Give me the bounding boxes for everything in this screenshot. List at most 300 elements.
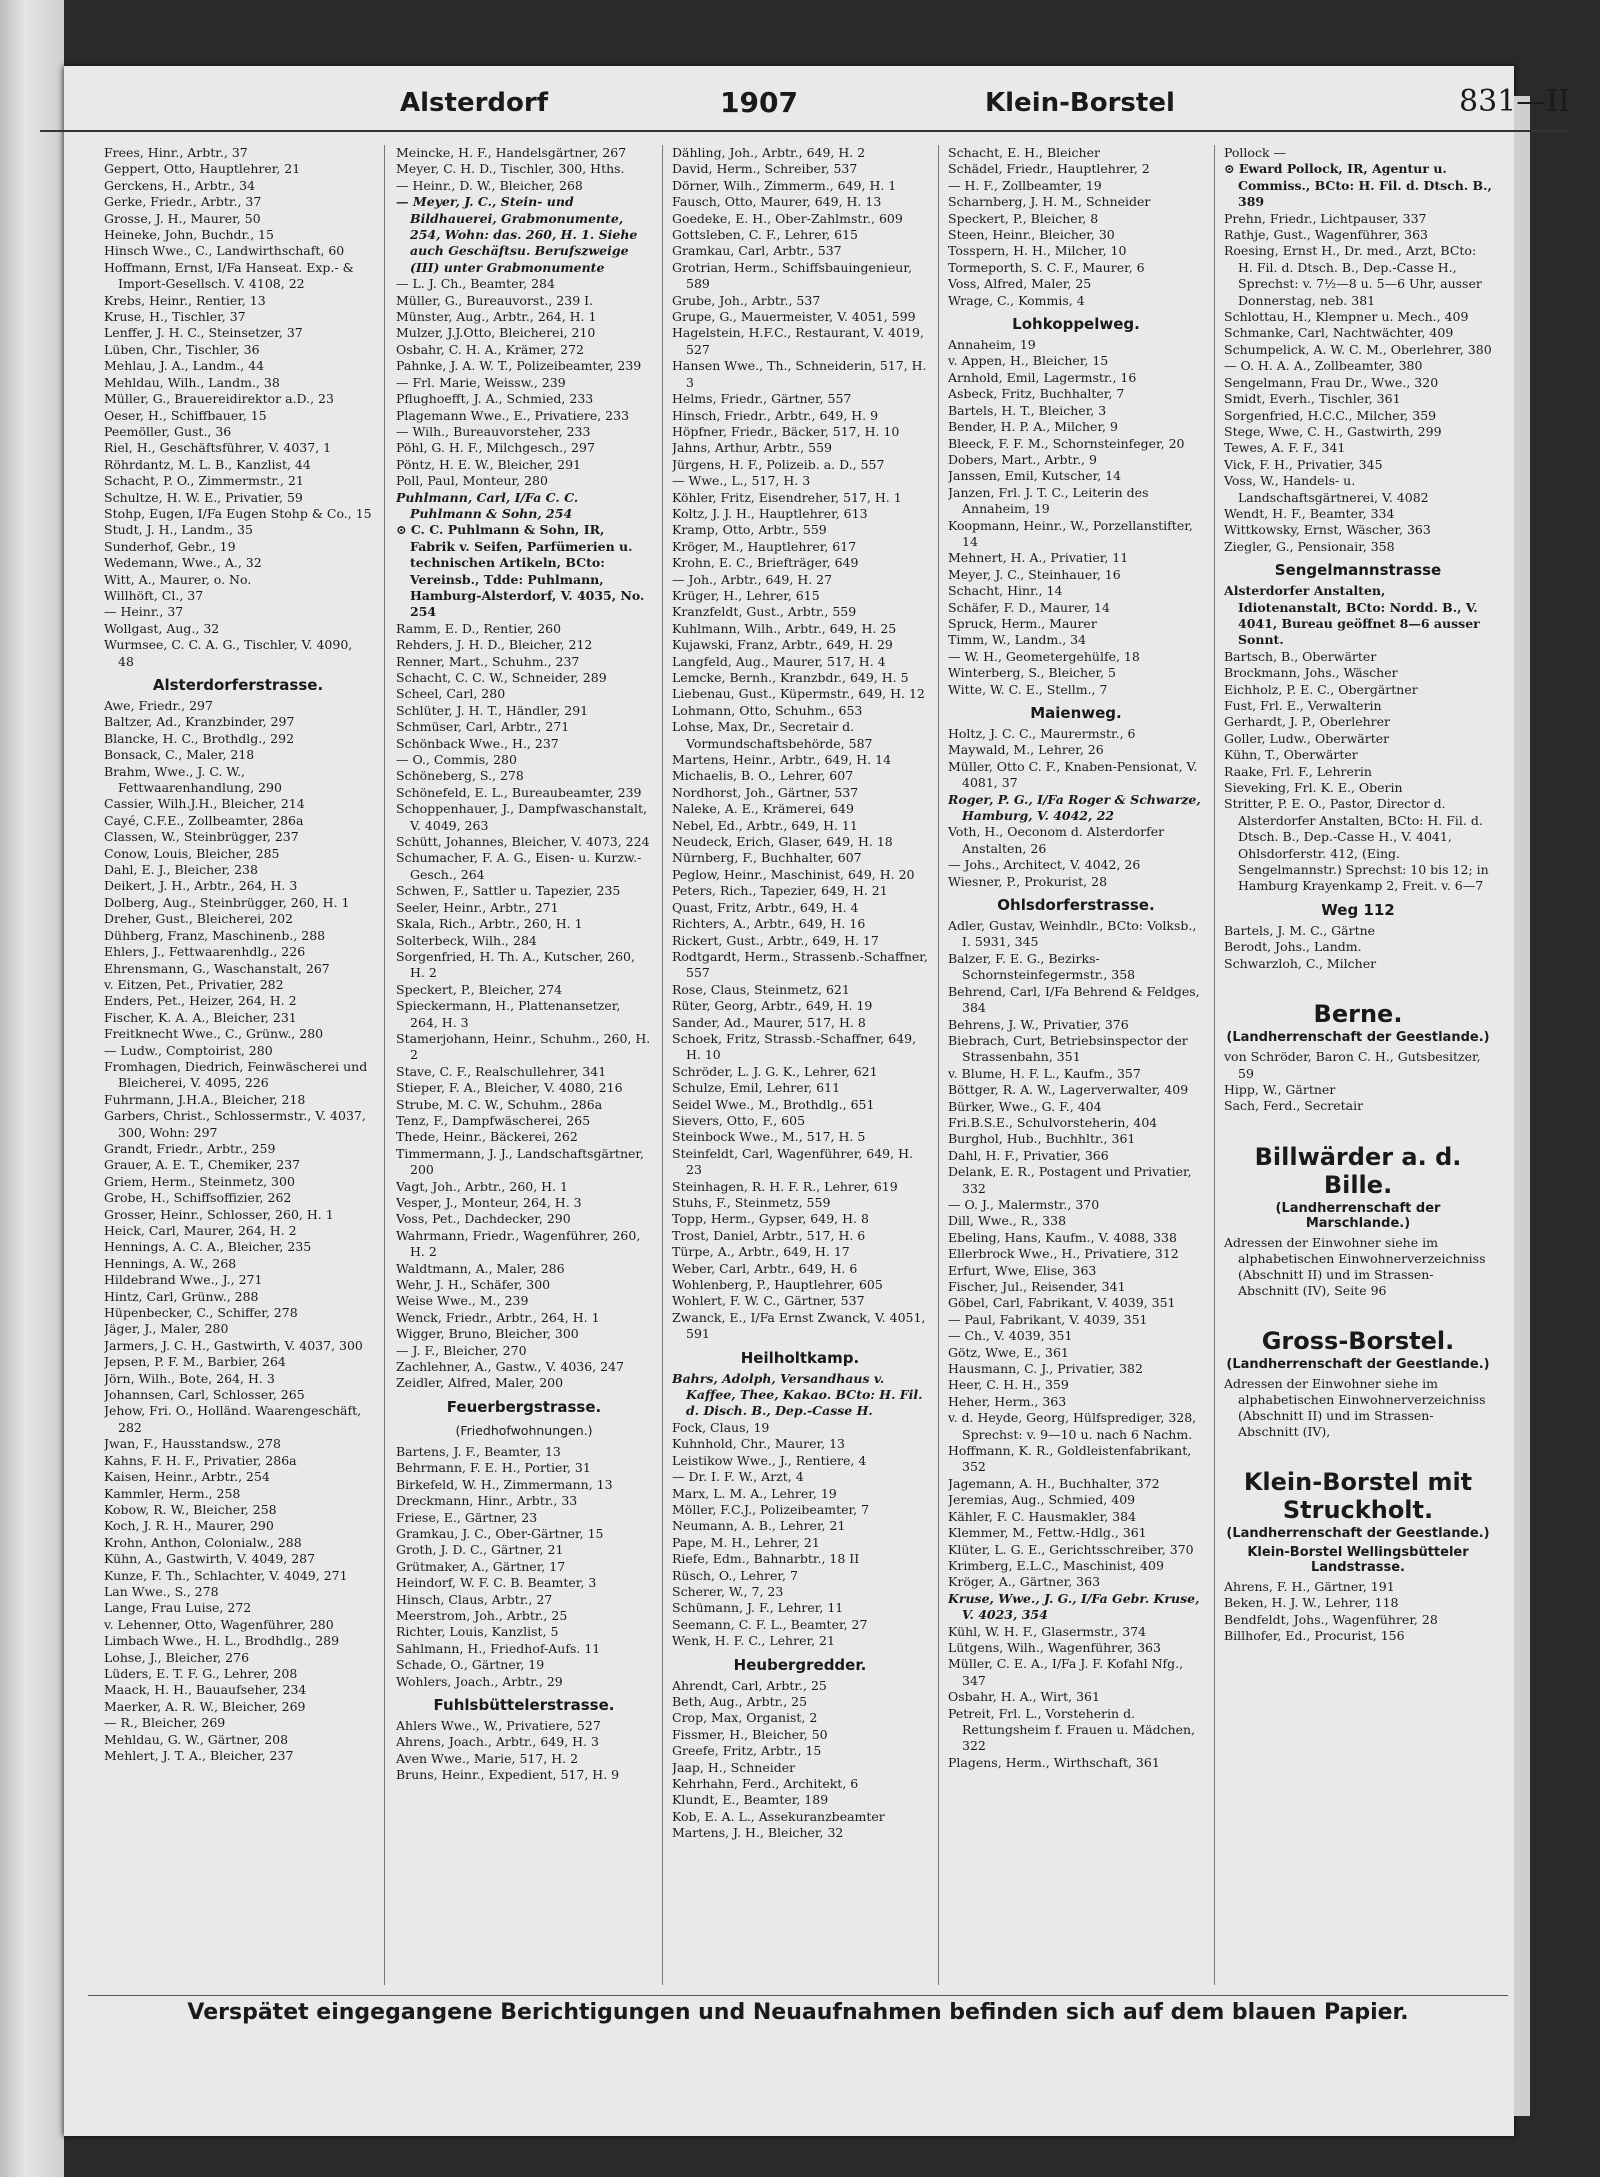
locality-note: Adressen der Einwohner siehe im alphabetischen Einwohnerverzeichniss (Abschnitt II) und im Strassen-Abschnitt (IV), [1224,1375,1486,1439]
directory-entry: Fock, Claus, 19 [672,1419,770,1435]
directory-entry: Hildebrand Wwe., J., 271 [104,1272,263,1288]
directory-entry: Steinbock Wwe., M., 517, H. 5 [672,1129,866,1145]
directory-entry: Kühl, W. H. F., Glasermstr., 374 [948,1623,1147,1639]
directory-entry: Johannsen, Carl, Schlosser, 265 [104,1387,305,1403]
directory-entry: Jwan, F., Hausstandsw., 278 [104,1436,281,1452]
directory-entry: Göbel, Carl, Fabrikant, V. 4039, 351 [948,1295,1176,1311]
directory-entry: Quast, Fritz, Arbtr., 649, H. 4 [672,899,859,915]
directory-entry: Krüger, H., Lehrer, 615 [672,587,820,603]
directory-entry: Balzer, F. E. G., Bezirks-Schornsteinfegermstr., 358 [948,950,1136,983]
directory-entry: Osbahr, H. A., Wirt, 361 [948,1689,1100,1705]
directory-entry: Voth, H., Oeconom d. Alsterdorfer Anstalten, 26 [948,824,1165,856]
directory-entry: Griem, Herm., Steinmetz, 300 [104,1173,295,1189]
directory-entry: Speckert, P., Bleicher, 8 [948,210,1099,226]
directory-entry: — Heinr., D. W., Bleicher, 268 [396,177,583,193]
directory-entry: Mehlert, J. T. A., Bleicher, 237 [104,1748,294,1763]
directory-entry: Pape, M. H., Lehrer, 21 [672,1534,820,1550]
directory-entry: Jahns, Arthur, Arbtr., 559 [672,440,833,456]
directory-entry: Marx, L. M. A., Lehrer, 19 [672,1485,837,1501]
directory-entry: Riel, H., Geschäftsführer, V. 4037, 1 [104,440,332,456]
directory-entry: Lan Wwe., S., 278 [104,1583,219,1599]
directory-entry: — Paul, Fabrikant, V. 4039, 351 [948,1311,1148,1327]
directory-entry: Krimberg, E.L.C., Maschinist, 409 [948,1557,1164,1573]
directory-entry: Hoffmann, Ernst, I/Fa Hanseat. Exp.- & Import-Gesellsch. V. 4108, 22 [104,259,354,292]
directory-entry: Lüders, E. T. F. G., Lehrer, 208 [104,1665,298,1681]
directory-entry: Richter, Louis, Kanzlist, 5 [396,1624,559,1640]
directory-entry: Schlüter, J. H. T., Händler, 291 [396,702,589,718]
directory-entry: — Dr. I. F. W., Arzt, 4 [672,1469,804,1485]
directory-entry: Ziegler, G., Pensionair, 358 [1224,538,1395,554]
page-number: 831—II [1459,84,1570,119]
directory-entry: Grotrian, Herm., Schiffsbauingenieur, 589 [672,259,912,292]
directory-entry: Strube, M. C. W., Schuhm., 286a [396,1096,603,1112]
directory-entry: Zachlehner, A., Gastw., V. 4036, 247 [396,1359,624,1375]
directory-entry: — Heinr., 37 [104,604,184,620]
directory-entry: Ehlers, J., Fettwaarenhdlg., 226 [104,944,306,960]
directory-entry: Schoppenhauer, J., Dampfwaschanstalt, V. 4049, 263 [396,801,648,833]
street-heading: Heilholtkamp. [740,1348,860,1367]
directory-entry: — Joh., Arbtr., 649, H. 27 [672,571,833,587]
directory-entry: Rüsch, O., Lehrer, 7 [672,1567,798,1583]
directory-entry: — O. J., Malermstr., 370 [948,1196,1100,1212]
directory-entry: Krebs, Heinr., Rentier, 13 [104,292,266,308]
directory-entry: Wehr, J. H., Schäfer, 300 [396,1277,551,1293]
directory-entry: Grupe, G., Mauermeister, V. 4051, 599 [672,309,916,325]
directory-entry: Schäfer, F. D., Maurer, 14 [948,599,1110,615]
directory-entry: Bartsch, B., Oberwärter [1224,648,1377,664]
locality-title: Billwärder a. d. Bille. [1254,1142,1462,1199]
directory-entry: Vick, F. H., Privatier, 345 [1224,456,1383,472]
directory-entry: Hagelstein, H.F.C., Restaurant, V. 4019, 527 [672,325,924,357]
street-heading: Heubergredder. [733,1655,867,1674]
directory-entry: Weber, Carl, Arbtr., 649, H. 6 [672,1260,858,1276]
directory-entry: Kammler, Herm., 258 [104,1485,241,1501]
directory-entry: Nordhorst, Joh., Gärtner, 537 [672,784,859,800]
directory-entry: Rickert, Gust., Arbtr., 649, H. 17 [672,932,879,948]
directory-entry: Beken, H. J. W., Lehrer, 118 [1224,1595,1399,1611]
directory-entry: Michaelis, B. O., Lehrer, 607 [672,768,854,784]
directory-entry: Klüter, L. G. E., Gerichtsschreiber, 370 [948,1541,1194,1557]
directory-entry: Pollock — [1224,145,1286,160]
directory-entry: Köhler, Fritz, Eisendreher, 517, H. 1 [672,489,902,505]
directory-entry: Renner, Mart., Schuhm., 237 [396,653,580,669]
directory-entry: — Wilh., Bureauvorsteher, 233 [396,423,591,439]
directory-entry: Stamerjohann, Heinr., Schuhm., 260, H. 2 [396,1030,651,1063]
directory-entry: Kobow, R. W., Bleicher, 258 [104,1501,277,1517]
directory-entry: Dobers, Mart., Arbtr., 9 [948,451,1097,467]
directory-entry: Jörn, Wilh., Bote, 264, H. 3 [104,1370,275,1386]
directory-entry: Pflughoefft, J. A., Schmied, 233 [396,391,594,407]
directory-entry: Müller, Otto C. F., Knaben-Pensionat, V. 4081, 37 [948,758,1198,791]
directory-entry: Burghol, Hub., Buchhltr., 361 [948,1131,1136,1147]
directory-entry: Bendfeldt, Johs., Wagenführer, 28 [1224,1611,1438,1627]
directory-entry: Smidt, Everh., Tischler, 361 [1224,391,1401,407]
directory-entry: Schultze, H. W. E., Privatier, 59 [104,489,303,505]
directory-entry: Gerhardt, J. P., Oberlehrer [1224,714,1391,730]
directory-entry: Garbers, Christ., Schlossermstr., V. 4037, 300, Wohn: 297 [104,1108,366,1140]
directory-entry: Münster, Aug., Arbtr., 264, H. 1 [396,309,597,325]
directory-entry: Sievers, Otto, F., 605 [672,1112,806,1128]
directory-entry: — O., Commis, 280 [396,752,517,768]
directory-entry: Skala, Rich., Arbtr., 260, H. 1 [396,916,583,932]
directory-entry: Wurmsee, C. C. A. G., Tischler, V. 4090, 48 [104,637,353,669]
directory-entry: Kahns, F. H. F., Privatier, 286a [104,1452,297,1468]
scan-left-margin [0,0,64,2177]
street-heading: Feuerbergstrasse. [446,1397,602,1416]
directory-entry: Limbach Wwe., H. L., Brodhdlg., 289 [104,1633,340,1649]
directory-entry: Sunderhof, Gebr., 19 [104,538,236,554]
directory-entry: Mehlau, J. A., Landm., 44 [104,358,265,374]
directory-entry: Klemmer, M., Fettw.-Hdlg., 361 [948,1525,1147,1541]
directory-entry: Schwarzloh, C., Milcher [1224,955,1377,971]
directory-entry: Annaheim, 19 [948,337,1036,353]
directory-entry: Gerke, Friedr., Arbtr., 37 [104,194,262,210]
directory-entry: Janssen, Emil, Kutscher, 14 [948,468,1122,484]
directory-entry: Prehn, Friedr., Lichtpauser, 337 [1224,210,1427,226]
locality-subtitle: (Landherrenschaft der Geestlande.) [1226,1525,1490,1541]
directory-entry: Frees, Hinr., Arbtr., 37 [104,145,248,160]
directory-entry: Lütgens, Wilh., Wagenführer, 363 [948,1639,1161,1655]
street-subheading: (Friedhofwohnungen.) [455,1422,593,1438]
directory-entry: Hinsch, Claus, Arbtr., 27 [396,1591,553,1607]
directory-entry: Grandt, Friedr., Arbtr., 259 [104,1140,276,1156]
directory-entry: Friese, E., Gärtner, 23 [396,1509,538,1525]
directory-entry: Ahlers Wwe., W., Privatiere, 527 [396,1717,601,1733]
directory-entry: Stave, C. F., Realschullehrer, 341 [396,1063,607,1079]
directory-entry: Scherer, W., 7, 23 [672,1583,784,1599]
directory-entry: — W. H., Geometergehülfe, 18 [948,648,1140,664]
directory-entry: Greefe, Fritz, Arbtr., 15 [672,1743,822,1759]
directory-entry: Wendt, H. F., Beamter, 334 [1224,505,1395,521]
column-5 [1224,145,1492,1985]
directory-entry: Hüpenbecker, C., Schiffer, 278 [104,1305,298,1321]
directory-entry: Stritter, P. E. O., Pastor, Director d. Alsterdorfer Anstalten, BCto: H. Fil. d. Dtsch. B., Dep.-Casse H., V. 4041, Ohlsdorferstr. 412, (Eing. Sengelmannstr.) Sprechst: 10 bis 12; in Hamburg Krayenkamp 2, Freit. v. 6—7 [1224,796,1489,894]
footer-notice: Verspätet eingegangene Berichtigungen und Neuaufnahmen befinden sich auf dem blauen Papier. [88,1995,1508,2032]
directory-entry: Heer, C. H. H., 359 [948,1377,1069,1393]
directory-entry: Ahrendt, Carl, Arbtr., 25 [672,1677,827,1693]
directory-entry: Plagens, Herm., Wirthschaft, 361 [948,1754,1160,1770]
directory-entry: Hoffmann, K. R., Goldleistenfabrikant, 352 [948,1443,1192,1475]
directory-entry: Tewes, A. F. F., 341 [1224,440,1346,456]
directory-entry: Jaap, H., Schneider [672,1759,796,1775]
directory-entry: Janzen, Frl. J. T. C., Leiterin des Annaheim, 19 [948,484,1149,517]
directory-entry: Dahl, E. J., Bleicher, 238 [104,862,258,878]
directory-entry: Kröger, A., Gärtner, 363 [948,1574,1101,1590]
directory-entry: Böttger, R. A. W., Lagerverwalter, 409 [948,1082,1189,1098]
directory-entry: Schacht, P. O., Zimmermstr., 21 [104,473,304,489]
directory-entry: Schmanke, Carl, Nachtwächter, 409 [1224,325,1454,341]
directory-entry: Brockmann, Johs., Wäscher [1224,665,1398,681]
directory-entry: Sander, Ad., Maurer, 517, H. 8 [672,1014,866,1030]
directory-entry: Müller, G., Brauereidirektor a.D., 23 [104,391,334,407]
directory-entry: Stieper, F. A., Bleicher, V. 4080, 216 [396,1080,623,1096]
directory-entry: Tenz, F., Dampfwäscherei, 265 [396,1112,591,1128]
directory-entry: Heineke, John, Buchdr., 15 [104,227,274,243]
directory-entry: Aven Wwe., Marie, 517, H. 2 [396,1750,579,1766]
directory-entry: Cayé, C.F.E., Zollbeamter, 286a [104,812,304,828]
directory-entry: Schöneberg, S., 278 [396,768,524,784]
street-heading: Sengelmannstrasse [1274,561,1442,580]
directory-entry: Gramkau, Carl, Arbtr., 537 [672,243,842,259]
directory-entry: Plagemann Wwe., E., Privatiere, 233 [396,407,630,423]
directory-entry: Behrmann, F. E. H., Portier, 31 [396,1460,591,1476]
directory-entry: v. Eitzen, Pet., Privatier, 282 [104,976,284,992]
directory-entry: Pöntz, H. E. W., Bleicher, 291 [396,456,581,472]
directory-entry: v. Blume, H. F. L., Kaufm., 357 [948,1065,1141,1081]
directory-entry: Roesing, Ernst H., Dr. med., Arzt, BCto: H. Fil. d. Dtsch. B., Dep.-Casse H., Sprechst: v. 7½—8 u. 5—6 Uhr, ausser Donnerstag, neb. 381 [1224,243,1482,308]
directory-entry: Fri.B.S.E., Schulvorsteherin, 404 [948,1114,1158,1130]
locality-subtitle: (Landherrenschaft der Geestlande.) [1226,1356,1490,1372]
directory-entry: Pöhl, G. H. F., Milchgesch., 297 [396,440,595,456]
directory-entry: Müller, C. E. A., I/Fa J. F. Kofahl Nfg., 347 [948,1656,1184,1688]
directory-entry: Türpe, A., Arbtr., 649, H. 17 [672,1244,850,1260]
directory-entry: Dill, Wwe., R., 338 [948,1213,1067,1229]
directory-entry: Kruse, H., Tischler, 37 [104,309,246,325]
directory-entry: Grosse, J. H., Maurer, 50 [104,210,261,226]
directory-entry: Spruck, Herm., Maurer [948,615,1097,631]
directory-entry: Meyer, J. C., Steinhauer, 16 [948,566,1121,582]
directory-entry: Sorgenfried, H.C.C., Milcher, 359 [1224,407,1437,423]
page-edge [1514,96,1530,2116]
directory-entry: Weise Wwe., M., 239 [396,1293,529,1309]
directory-entry: Schade, O., Gärtner, 19 [396,1657,545,1673]
directory-entry: — H. F., Zollbeamter, 19 [948,177,1102,193]
directory-entry: Kähler, F. C. Hausmakler, 384 [948,1508,1137,1524]
directory-entry: Schumpelick, A. W. C. M., Oberlehrer, 380 [1224,341,1492,357]
directory-entry: Höpfner, Friedr., Bäcker, 517, H. 10 [672,423,900,439]
directory-entry: Bonsack, C., Maler, 218 [104,747,255,763]
directory-entry: Conow, Louis, Bleicher, 285 [104,845,280,861]
directory-entry: Fust, Frl. E., Verwalterin [1224,698,1382,713]
header-year: 1907 [720,86,798,119]
street-heading: Lohkoppelweg. [1012,315,1140,334]
directory-entry: Stege, Wwe, C. H., Gastwirth, 299 [1224,423,1442,439]
directory-entry: Geppert, Otto, Hauptlehrer, 21 [104,161,301,177]
directory-entry: Petreit, Frl. L., Vorsteherin d. Rettungsheim f. Frauen u. Mädchen, 322 [948,1705,1196,1754]
directory-entry: Kühn, T., Oberwärter [1224,747,1358,763]
directory-entry-bold: ⊙ Eward Pollock, IR, Agentur u. Commiss., BCto: H. Fil. d. Dtsch. B., 389 [1224,161,1492,210]
directory-entry: Behrens, J. W., Privatier, 376 [948,1016,1129,1032]
directory-entry: Dahl, H. F., Privatier, 366 [948,1147,1109,1163]
directory-entry: Heick, Carl, Maurer, 264, H. 2 [104,1223,297,1238]
directory-entry: Mehldau, G. W., Gärtner, 208 [104,1731,289,1747]
directory-entry: Leistikow Wwe., J., Rentiere, 4 [672,1452,867,1468]
directory-entry: Delank, E. R., Postagent und Privatier, 332 [948,1164,1192,1196]
directory-entry: Rodtgardt, Herm., Strassenb.-Schaffner, 557 [672,948,928,981]
directory-entry: Witt, A., Maurer, o. No. [104,571,252,587]
directory-entry: Schwen, F., Sattler u. Tapezier, 235 [396,883,621,899]
directory-entry: Wenk, H. F. C., Lehrer, 21 [672,1633,835,1649]
directory-entry: Fausch, Otto, Maurer, 649, H. 13 [672,194,882,210]
directory-entry-bold: Bahrs, Adolph, Versandhaus v. Kaffee, Thee, Kakao. BCto: H. Fil. d. Disch. B., Dep.-Casse H. [672,1370,923,1419]
directory-entry: Lüben, Chr., Tischler, 36 [104,341,260,357]
directory-entry: Studt, J. H., Landm., 35 [104,522,253,538]
directory-entry: Steinhagen, R. H. F. R., Lehrer, 619 [672,1178,898,1194]
directory-entry: Bürker, Wwe., G. F., 404 [948,1098,1102,1114]
directory-entry: Schädel, Friedr., Hauptlehrer, 2 [948,161,1150,177]
directory-entry: Adler, Gustav, Weinhdlr., BCto: Volksb., I. 5931, 345 [948,918,1197,950]
directory-entry: Goedeke, E. H., Ober-Zahlmstr., 609 [672,210,903,226]
directory-entry: Raake, Frl. F., Lehrerin [1224,763,1372,779]
directory-entry: Holtz, J. C. C., Maurermstr., 6 [948,726,1136,741]
directory-entry: — L. J. Ch., Beamter, 284 [396,276,555,292]
street-heading: Maienweg. [1030,704,1122,722]
locality-title: Klein-Borstel mit Struckholt. [1243,1467,1473,1524]
directory-entry: Gerckens, H., Arbtr., 34 [104,177,256,193]
directory-entry: Seemann, C. F. L., Beamter, 27 [672,1616,868,1632]
directory-entry-bold: Puhlmann, Carl, I/Fa C. C. Puhlmann & Sohn, 254 [396,489,579,521]
directory-entry: Bender, H. P. A., Milcher, 9 [948,419,1118,435]
directory-entry: Voss, Pet., Dachdecker, 290 [396,1211,571,1227]
directory-entry: Kramp, Otto, Arbtr., 559 [672,522,827,538]
directory-entry: Hinsch Wwe., C., Landwirthschaft, 60 [104,243,345,259]
directory-entry: — Johs., Architect, V. 4042, 26 [948,857,1141,873]
directory-entry: Rüter, Georg, Arbtr., 649, H. 19 [672,998,873,1014]
directory-entry: Blancke, H. C., Brothdlg., 292 [104,730,295,746]
directory-entry: Winterberg, S., Bleicher, 5 [948,665,1116,681]
directory-entry: Schönback Wwe., H., 237 [396,735,559,751]
directory-entry: Götz, Wwe, E., 361 [948,1344,1069,1360]
directory-entry-bold: ⊙ C. C. Puhlmann & Sohn, IR, Fabrik v. Seifen, Parfümerien u. technischen Artikeln, BCto: Vereinsb., Tdde: Puhlmann, Hamburg-Alsterdorf, V. 4035, No. 254 [396,522,645,620]
directory-entry: — Ludw., Comptoirist, 280 [104,1042,273,1058]
directory-entry: Schumacher, F. A. G., Eisen- u. Kurzw.-Gesch., 264 [396,850,642,882]
directory-entry: Bartels, J. M. C., Gärtne [1224,922,1376,938]
directory-entry: Schulze, Emil, Lehrer, 611 [672,1080,841,1096]
directory-entry: Meincke, H. F., Handelsgärtner, 267 [396,145,627,160]
directory-entry: Seidel Wwe., M., Brothdlg., 651 [672,1096,875,1112]
directory-entry: Timm, W., Landm., 34 [948,632,1087,648]
directory-entry: Poll, Paul, Monteur, 280 [396,473,548,489]
directory-entry: Eichholz, P. E. C., Obergärtner [1224,681,1418,697]
directory-entry: Fischer, K. A. A., Bleicher, 231 [104,1009,297,1025]
directory-entry: Schoek, Fritz, Strassb.-Schaffner, 649, H. 10 [672,1030,917,1063]
directory-entry: Maywald, M., Lehrer, 26 [948,742,1104,758]
directory-entry: Jehow, Fri. O., Holländ. Waarengeschäft, 282 [104,1403,362,1435]
directory-entry: Maack, H. H., Bauaufseher, 234 [104,1682,307,1698]
directory-entry: Heindorf, W. F. C. B. Beamter, 3 [396,1575,597,1591]
directory-entry: Spieckermann, H., Plattenansetzer, 264, H. 3 [396,998,621,1030]
directory-entry: Maerker, A. R. W., Bleicher, 269 [104,1698,306,1714]
directory-entry: Schacht, Hinr., 14 [948,583,1063,599]
header-left-title: Alsterdorf [400,88,549,118]
directory-entry: Oeser, H., Schiffbauer, 15 [104,407,267,423]
directory-entry: — Ch., V. 4039, 351 [948,1328,1073,1344]
directory-entry: Tosspern, H. H., Milcher, 10 [948,243,1127,259]
directory-entry: Fissmer, H., Bleicher, 50 [672,1726,828,1742]
directory-entry: Röhrdantz, M. L. B., Kanzlist, 44 [104,456,311,472]
directory-entry: Vagt, Joh., Arbtr., 260, H. 1 [396,1178,568,1194]
directory-entry: Crop, Max, Organist, 2 [672,1710,818,1726]
directory-entry: Ramm, E. D., Rentier, 260 [396,620,562,636]
column-4 [948,145,1204,1985]
directory-entry: Mehnert, H. A., Privatier, 11 [948,550,1129,566]
directory-entry: Groth, J. D. C., Gärtner, 21 [396,1542,564,1558]
column-divider [938,145,939,1985]
directory-entry: Willhöft, Cl., 37 [104,587,204,603]
directory-entry: Baltzer, Ad., Kranzbinder, 297 [104,714,295,730]
directory-entry: von Schröder, Baron C. H., Gutsbesitzer, 59 [1224,1049,1481,1081]
directory-entry: Kujawski, Franz, Arbtr., 649, H. 29 [672,637,893,653]
directory-entry: Hinsch, Friedr., Arbtr., 649, H. 9 [672,407,879,423]
directory-entry: Schütt, Johannes, Bleicher, V. 4073, 224 [396,834,650,850]
directory-entry: Timmermann, J. J., Landschaftsgärtner, 200 [396,1145,644,1178]
directory-entry: Hausmann, C. J., Privatier, 382 [948,1361,1143,1377]
street-heading: Weg 112 [1321,900,1395,919]
directory-entry: Lohse, Max, Dr., Secretair d. Vormundschaftsbehörde, 587 [672,719,873,751]
directory-entry: Berodt, Johs., Landm. [1224,939,1362,955]
directory-entry: Classen, W., Steinbrügger, 237 [104,829,299,845]
directory-entry: Birkefeld, W. H., Zimmermann, 13 [396,1476,613,1492]
directory-entry: Meerstrom, Joh., Arbtr., 25 [396,1607,568,1623]
directory-entry: Naleke, A. E., Krämerei, 649 [672,801,854,817]
directory-entry: Martens, Heinr., Arbtr., 649, H. 14 [672,752,892,768]
directory-entry: Dörner, Wilh., Zimmerm., 649, H. 1 [672,177,897,193]
directory-entry: Schacht, E. H., Bleicher [948,145,1100,160]
directory-entry: Lemcke, Bernh., Kranzbdr., 649, H. 5 [672,670,909,685]
directory-entry: Arnhold, Emil, Lagermstr., 16 [948,369,1137,385]
locality-title: Berne. [1313,1000,1403,1029]
directory-entry: Wenck, Friedr., Arbtr., 264, H. 1 [396,1309,600,1325]
locality-subtitle: Klein-Borstel Wellingsbütteler Landstrasse. [1247,1544,1469,1575]
section-gap [1224,1440,1492,1458]
directory-entry: Koch, J. R. H., Maurer, 290 [104,1518,274,1534]
directory-entry: Müller, G., Bureauvorst., 239 I. [396,292,594,308]
locality-title: Gross-Borstel. [1261,1326,1455,1355]
directory-entry: Vesper, J., Monteur, 264, H. 3 [396,1195,582,1210]
directory-entry: Ebeling, Hans, Kaufm., V. 4088, 338 [948,1229,1177,1245]
directory-entry: Möller, F.C.J., Polizeibeamter, 7 [672,1501,870,1517]
directory-entry: Voss, Alfred, Maler, 25 [948,276,1092,292]
directory-entry: Grosser, Heinr., Schlosser, 260, H. 1 [104,1206,334,1222]
directory-entry: Lohmann, Otto, Schuhm., 653 [672,702,863,718]
directory-entry: Kunze, F. Th., Schlachter, V. 4049, 271 [104,1567,348,1583]
directory-entry: Martens, J. H., Bleicher, 32 [672,1825,844,1841]
directory-entry: Billhofer, Ed., Procurist, 156 [1224,1627,1405,1643]
directory-entry: Ahrens, F. H., Gärtner, 191 [1224,1578,1395,1594]
directory-entry: Helms, Friedr., Gärtner, 557 [672,391,852,407]
directory-entry: Scharnberg, J. H. M., Schneider [948,194,1151,210]
directory-entry: Stuhs, F., Steinmetz, 559 [672,1195,831,1210]
directory-entry: Lenffer, J. H. C., Steinsetzer, 37 [104,325,303,341]
directory-entry: Hennings, A. W., 268 [104,1255,237,1271]
directory-entry: Wedemann, Wwe., A., 32 [104,555,262,571]
column-divider [384,145,385,1985]
directory-entry: Topp, Herm., Gypser, 649, H. 8 [672,1211,869,1227]
directory-entry: Schröder, L. J. G. K., Lehrer, 621 [672,1063,878,1079]
directory-entry: Brahm, Wwe., J. C. W., Fettwaarenhandlung, 290 [104,763,282,796]
directory-entry: Schönefeld, E. L., Bureaubeamter, 239 [396,784,642,800]
directory-entry: Richters, A., Arbtr., 649, H. 16 [672,916,866,932]
directory-entry: Freitknecht Wwe., C., Grünw., 280 [104,1026,324,1042]
directory-entry: Dähling, Joh., Arbtr., 649, H. 2 [672,145,866,160]
directory-entry: Dreckmann, Hinr., Arbtr., 33 [396,1493,578,1509]
directory-entry: Rathje, Gust., Wagenführer, 363 [1224,227,1429,243]
directory-entry: Bruns, Heinr., Expedient, 517, H. 9 [396,1767,620,1783]
directory-entry-bold: Roger, P. G., I/Fa Roger & Schwarze, Hamburg, V. 4042, 22 [948,791,1201,824]
directory-entry: Hennings, A. C. A., Bleicher, 235 [104,1239,312,1255]
directory-entry: Scheel, Carl, 280 [396,686,506,702]
directory-entry: Tormeporth, S. C. F., Maurer, 6 [948,259,1145,275]
directory-entry: Speckert, P., Bleicher, 274 [396,981,563,997]
directory-entry: Gottsleben, C. F., Lehrer, 615 [672,227,859,243]
column-divider [1214,145,1215,1985]
directory-entry: Jarmers, J. C. H., Gastwirth, V. 4037, 300 [104,1337,363,1353]
directory-entry: Wollgast, Aug., 32 [104,620,220,636]
page-header [40,82,1570,132]
directory-entry: Schümann, J. F., Lehrer, 11 [672,1600,844,1616]
directory-entry: Sahlmann, H., Friedhof-Aufs. 11 [396,1640,601,1656]
column-3 [672,145,928,1985]
